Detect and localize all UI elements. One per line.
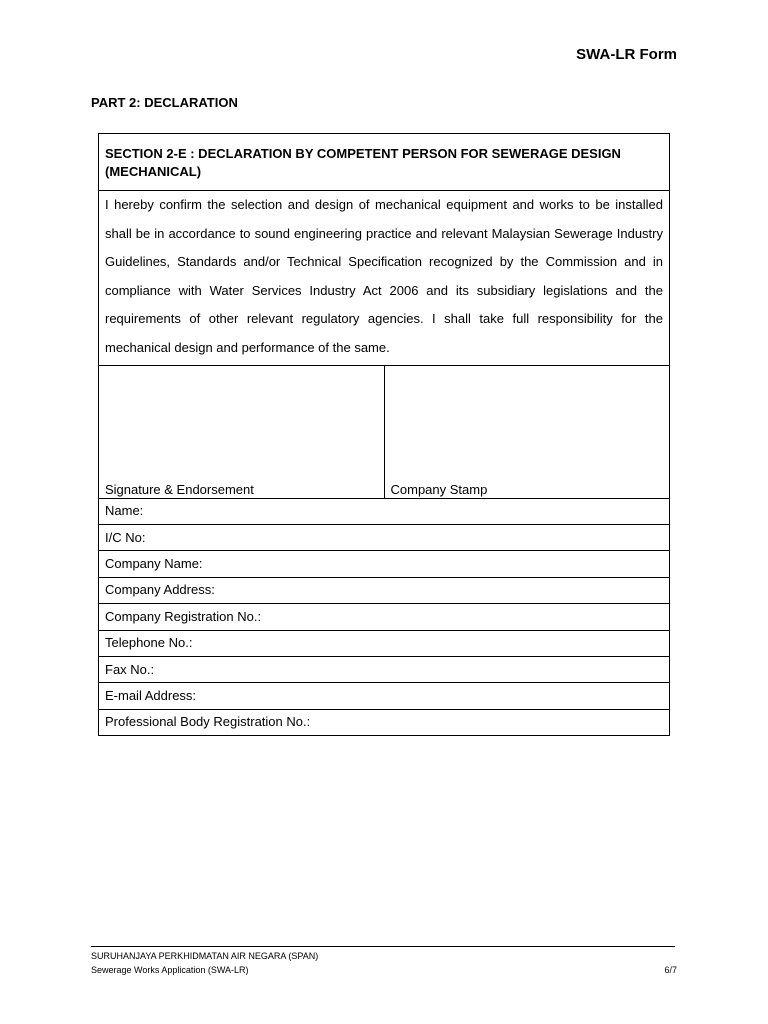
field-label: Company Registration No.: [105,608,262,624]
field-row-fax [99,656,670,682]
form-code: SWA-LR Form [576,46,677,63]
field-label: Professional Body Registration No.: [105,714,311,730]
company-stamp-box[interactable] [384,365,670,498]
company-registration-field[interactable] [99,604,670,630]
field-row-company-registration [99,604,670,630]
page-number: 6/7 [664,965,677,975]
telephone-field[interactable] [99,630,670,656]
field-label: Company Name: [105,556,203,572]
fax-field[interactable] [99,656,670,682]
footer-application: Sewerage Works Application (SWA-LR) [91,965,249,975]
company-name-field[interactable] [99,551,670,577]
email-field[interactable] [99,683,670,709]
declaration-table [98,133,670,736]
ic-number-field[interactable] [99,524,670,550]
declaration-text: I hereby confirm the selection and design of mechanical equipment and works to be installed shall be in accordance to sound engineering practice and relevant Malaysian Sewerage Industry Guidelines, Standards and/or Technical Specification recognized by the Commission and in compliance with Water Services Industry Act 2006 and its subsidiary legislations and the requirements of other relevant regulatory agencies. I shall take full responsibility for the mechanical design and performance of the same. [99,191,670,366]
company-address-field[interactable] [99,577,670,603]
field-label: I/C No: [105,529,146,545]
field-row-telephone [99,630,670,656]
signature-label: Signature & Endorsement [105,481,254,497]
name-field[interactable] [99,498,670,524]
footer-divider [91,946,675,947]
signature-endorsement-box[interactable] [99,365,385,498]
field-row-name [99,498,670,524]
footer-organization: SURUHANJAYA PERKHIDMATAN AIR NEGARA (SPAN) [91,951,319,961]
section-title-row [99,134,670,191]
field-label: Company Address: [105,582,215,598]
field-row-company-name [99,551,670,577]
declaration-row [99,191,670,366]
professional-body-registration-field[interactable] [99,709,670,735]
signature-stamp-row [99,365,670,498]
field-row-email [99,683,670,709]
field-row-professional-body [99,709,670,735]
field-row-company-address [99,577,670,603]
field-row-ic [99,524,670,550]
field-label: Name: [105,503,144,519]
field-label: Telephone No.: [105,635,193,651]
section-title: SECTION 2-E : DECLARATION BY COMPETENT PERSON FOR SEWERAGE DESIGN (MECHANICAL) [99,134,670,191]
stamp-label: Company Stamp [390,481,488,497]
field-label: E-mail Address: [105,687,197,703]
part-heading: PART 2: DECLARATION [91,95,238,110]
field-label: Fax No.: [105,661,155,677]
